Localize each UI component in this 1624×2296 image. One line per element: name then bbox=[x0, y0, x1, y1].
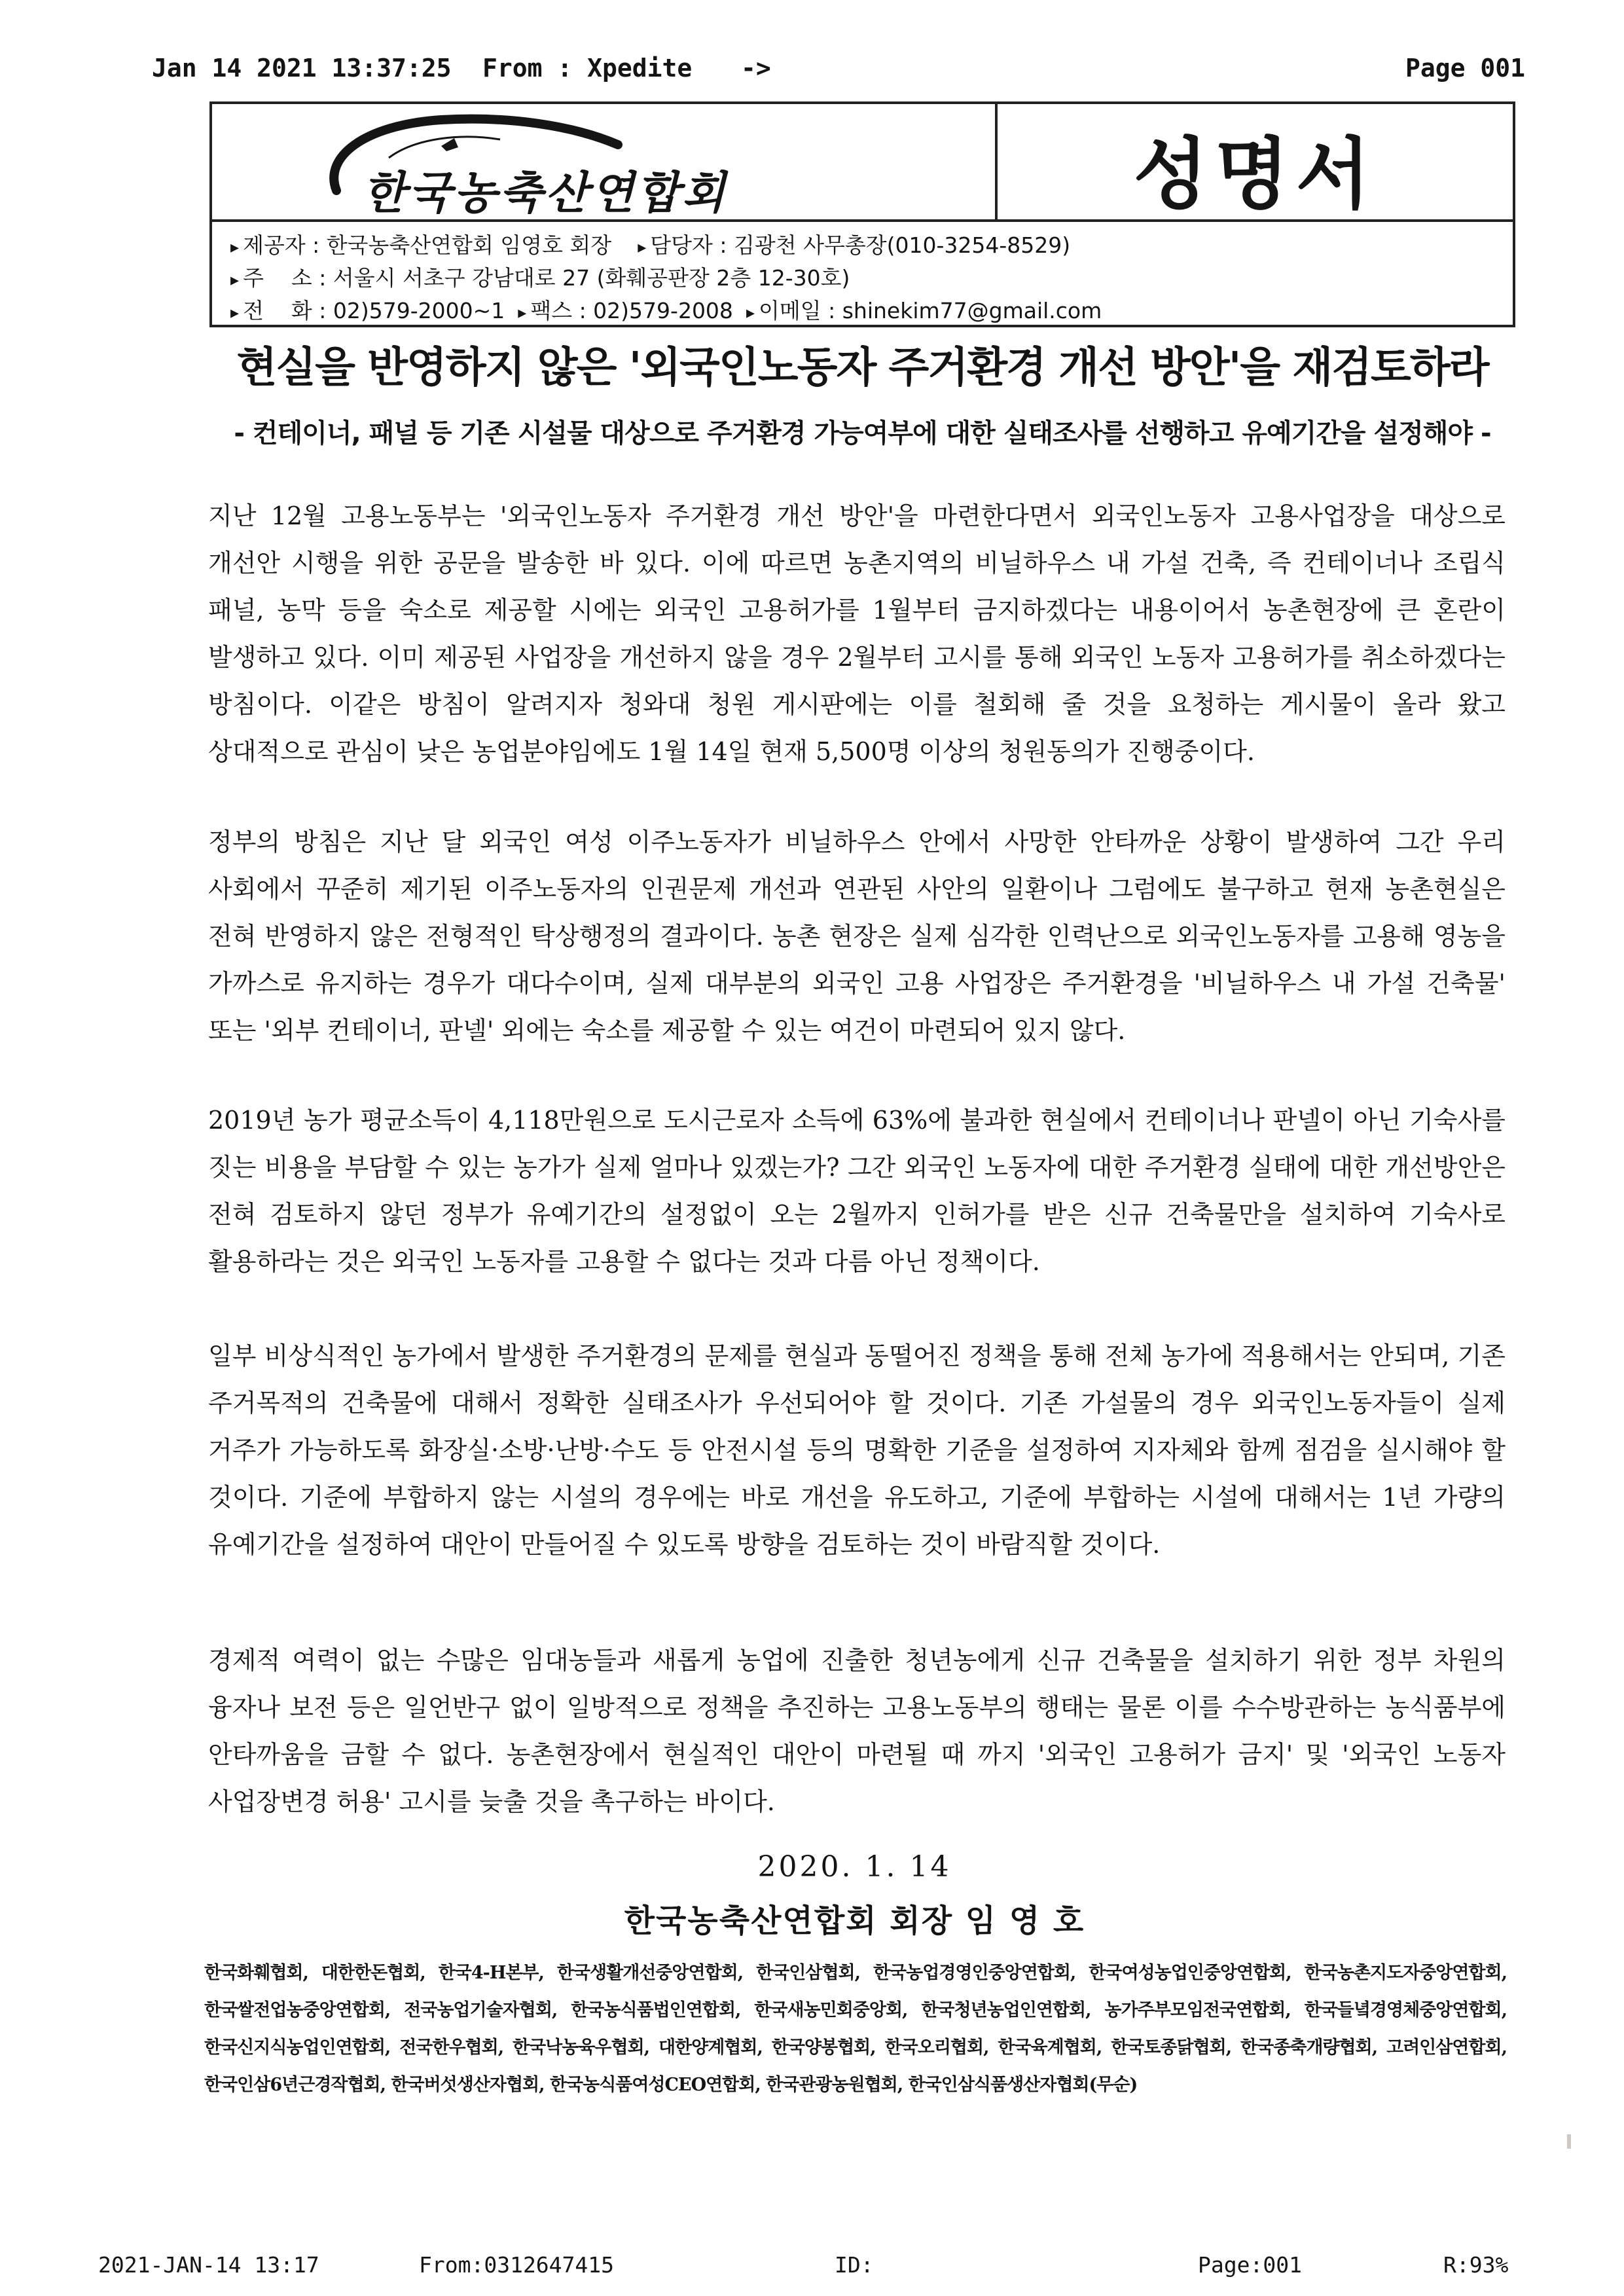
statement-headline: 현실을 반영하지 않은 '외국인노동자 주거환경 개선 방안'을 재검토하라 bbox=[236, 344, 1489, 392]
document-type-cell bbox=[998, 104, 1513, 222]
fax-info: 팩스 : 02)579-2008 bbox=[530, 298, 733, 323]
bullet-marker-icon: ▸ bbox=[230, 238, 240, 257]
letterhead bbox=[209, 101, 1515, 327]
member-organizations-list: 한국화훼협회, 대한한돈협회, 한국4-H본부, 한국생활개선중앙연합회, 한국인삼협회, 한국농업경영인중앙연합회, 한국여성농업인중앙연합회, 한국농촌지도자중앙연합회, 한국쌀전업농중앙연합회, 전국농업기술자협회, 한국농식품법인연합회, 한국새농민회중앙회, 한국청년농업인연합회, 농가주부모임전국연합회, 한국들녘경영체중앙연합회, 한국신지식농업인연합회, 전국한우협회, 한국낙농육우협회, 대한양계협회, 한국양봉협회, 한국오리협회, 한국육계협회, 한국토종닭협회, 한국종축개량협회, 고려인삼연합회, 한국인삼6년근경작협회, 한국버섯생산자협회, 한국농식품여성CEO연합회, 한국관광농원협회, 한국인삼식품생산자협회(무순) bbox=[204, 1963, 1507, 2095]
fax-transmission-footer bbox=[98, 2252, 1558, 2285]
fax-page: Page 001 bbox=[1405, 54, 1526, 82]
fax-from: From : Xpedite bbox=[482, 54, 693, 82]
footer-datetime: 2021-JAN-14 13:17 bbox=[98, 2252, 319, 2278]
logo-cell bbox=[212, 104, 998, 222]
footer-from: From:0312647415 bbox=[419, 2252, 615, 2278]
statement-subheadline: - 컨테이너, 패널 등 기존 시설물 대상으로 주거환경 가능여부에 대한 실태조사를 선행하고 유예기간을 설정해야 - bbox=[234, 418, 1491, 448]
contact-row-provider bbox=[230, 228, 1070, 261]
body-paragraph-1: 지난 12월 고용노동부는 '외국인노동자 주거환경 개선 방안'을 마련한다면서 외국인노동자 고용사업장을 대상으로 개선안 시행을 위한 공문을 발송한 바 있다. 이에 따르면 농촌지역의 비닐하우스 내 가설 건축, 즉 컨테이너나 조립식 패널, 농막 등을 숙소로 제공할 시에는 외국인 고용허가를 1월부터 금지하겠다는 내용이어서 농촌현장에 큰 혼란이 발생하고 있다. 이미 제공된 사업장을 개선하지 않을 경우 2월부터 고시를 통해 외국인 노동자 고용허가를 취소하겠다는 방침이다. 이같은 방침이 알려지자 청와대 청원 게시판에는 이를 철회해 줄 것을 요청하는 게시물이 올라 왔고 상대적으로 관심이 낮은 농업분야임에도 1월 14일 현재 5,500명 이상의 청원동의가 진행중이다. bbox=[208, 501, 1506, 766]
fax-datetime: Jan 14 2021 13:37:25 bbox=[152, 54, 452, 82]
bullet-marker-icon: ▸ bbox=[638, 238, 647, 257]
bullet-marker-icon: ▸ bbox=[746, 303, 755, 323]
statement-date: 2020. 1. 14 bbox=[757, 1850, 952, 1884]
body-paragraph-5: 경제적 여력이 없는 수많은 임대농들과 새롭게 농업에 진출한 청년농에게 신규 건축물을 설치하기 위한 정부 차원의 융자나 보전 등은 일언반구 없이 일방적으로 정책을 추진하는 고용노동부의 행태는 물론 이를 수수방관하는 농식품부에 안타까움을 금할 수 없다. 농촌현장에서 현실적인 대안이 마련될 때 까지 '외국인 고용허가 금지' 및 '외국인 노동자 사업장변경 허용' 고시를 늦출 것을 촉구하는 바이다. bbox=[208, 1646, 1506, 1816]
fax-arrow: -> bbox=[741, 54, 771, 82]
address-info: 주 소 : 서울시 서초구 강남대로 27 (화훼공판장 2층 12-30호) bbox=[243, 265, 850, 291]
organization-name-logo: 한국농축산연합회 bbox=[363, 168, 728, 219]
document-type-title: 성명서 bbox=[1133, 129, 1377, 219]
footer-page: Page:001 bbox=[1198, 2252, 1302, 2278]
contact-row-address bbox=[230, 261, 850, 294]
contact-row-phone bbox=[230, 294, 1102, 327]
body-paragraph-3: 2019년 농가 평균소득이 4,118만원으로 도시근로자 소득에 63%에 불과한 현실에서 컨테이너나 판넬이 아닌 기숙사를 짓는 비용을 부담할 수 있는 농가가 실제 얼마나 있겠는가? 그간 외국인 노동자에 대한 주거환경 실태에 대한 개선방안은 전혀 검토하지 않던 정부가 유예기간의 설정없이 오는 2월까지 인허가를 받은 신규 건축물만을 설치하여 기숙사로 활용하라는 것은 외국인 노동자를 고용할 수 없다는 것과 다름 아닌 정책이다. bbox=[208, 1106, 1506, 1276]
bullet-marker-icon: ▸ bbox=[230, 270, 240, 290]
bullet-marker-icon: ▸ bbox=[518, 303, 527, 323]
footer-id: ID: bbox=[835, 2252, 874, 2278]
email-info: 이메일 : shinekim77@gmail.com bbox=[759, 298, 1102, 323]
contact-person-info: 담당자 : 김광천 사무총장(010-3254-8529) bbox=[650, 232, 1071, 258]
footer-resolution: R:93% bbox=[1443, 2252, 1509, 2278]
phone-info: 전 화 : 02)579-2000~1 bbox=[243, 298, 505, 323]
bullet-marker-icon: ▸ bbox=[230, 303, 240, 323]
fax-transmission-header bbox=[152, 54, 1526, 93]
body-paragraph-2: 정부의 방침은 지난 달 외국인 여성 이주노동자가 비닐하우스 안에서 사망한 안타까운 상황이 발생하여 그간 우리 사회에서 꾸준히 제기된 이주노동자의 인권문제 개선과 연관된 사안의 일환이나 그럼에도 불구하고 현재 농촌현실은 전혀 반영하지 않은 전형적인 탁상행정의 결과이다. 농촌 현장은 실제 심각한 인력난으로 외국인노동자를 고용해 영농을 가까스로 유지하는 경우가 대다수이며, 실제 대부분의 외국인 고용 사업장은 주거환경을 '비닐하우스 내 가설 건축물' 또는 '외부 컨테이너, 판넬' 외에는 숙소를 제공할 수 있는 여건이 마련되어 있지 않다. bbox=[208, 828, 1506, 1045]
provider-info: 제공자 : 한국농축산연합회 임영호 회장 bbox=[243, 232, 612, 258]
body-paragraph-4: 일부 비상식적인 농가에서 발생한 주거환경의 문제를 현실과 동떨어진 정책을 통해 전체 농가에 적용해서는 안되며, 기존 주거목적의 건축물에 대해서 정확한 실태조사가 우선되어야 할 것이다. 기존 가설물의 경우 외국인노동자들이 실제 거주가 가능하도록 화장실·소방·난방·수도 등 안전시설 등의 명확한 기준을 설정하여 지자체와 함께 점검을 실시해야 할 것이다. 기준에 부합하지 않는 시설의 경우에는 바로 개선을 유도하고, 기준에 부합하는 시설에 대해서는 1년 가량의 유예기간을 설정하여 대안이 만들어질 수 있도록 방향을 검토하는 것이 바람직할 것이다. bbox=[208, 1341, 1506, 1559]
statement-signer: 한국농축산연합회 회장 임 영 호 bbox=[624, 1903, 1085, 1939]
scan-artifact bbox=[1567, 2134, 1571, 2149]
